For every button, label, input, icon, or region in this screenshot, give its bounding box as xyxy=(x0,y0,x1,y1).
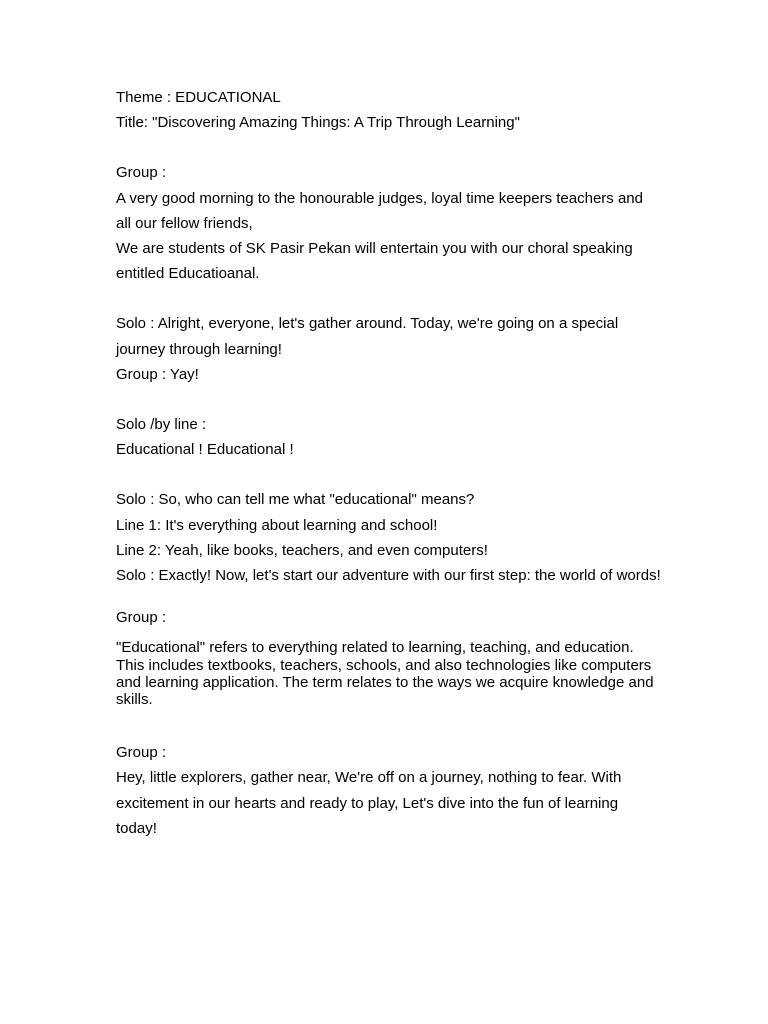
spacer xyxy=(116,462,661,487)
spacer xyxy=(116,387,661,412)
section-2-solo: Solo : Alright, everyone, let's gather around. Today, we're going on a special journey through learning! xyxy=(116,315,619,358)
section-4-line-2: Line 2: Yeah, like books, teachers, and even computers! xyxy=(116,541,488,559)
section-2-group: Group : Yay! xyxy=(116,365,199,383)
section-4-solo-question: Solo : So, who can tell me what "educational" means? xyxy=(116,491,475,509)
section-5-definition: "Educational" refers to everything related to learning, teaching, and education. This includes textbooks, teachers, schools, and also technologies like computers and learning application. The term relates to the ways we acquire knowledge and skills. xyxy=(116,639,654,709)
section-1-greeting: A very good morning to the honourable judges, loyal time keepers teachers and all our fellow friends, xyxy=(116,189,643,232)
spacer xyxy=(116,135,661,160)
spacer xyxy=(116,286,661,311)
title-line: Title: "Discovering Amazing Things: A Trip Through Learning" xyxy=(116,114,520,132)
document-page xyxy=(116,85,661,841)
section-1-speaker: Group : xyxy=(116,164,167,182)
spacer xyxy=(116,588,661,605)
section-5-speaker: Group : xyxy=(116,609,167,627)
section-3-chant: Educational ! Educational ! xyxy=(116,441,294,459)
spacer xyxy=(116,708,661,740)
section-3-speaker: Solo /by line : xyxy=(116,416,207,434)
section-4-solo-answer: Solo : Exactly! Now, let's start our adventure with our first step: the world of words! xyxy=(116,567,661,585)
section-4-line-1: Line 1: It's everything about learning and school! xyxy=(116,516,438,534)
section-1-introduction: We are students of SK Pasir Pekan will entertain you with our choral speaking entitled Educatioanal. xyxy=(116,240,633,283)
section-6-speaker: Group : xyxy=(116,744,167,762)
theme-line: Theme : EDUCATIONAL xyxy=(116,89,281,106)
section-6-poem: Hey, little explorers, gather near, We're off on a journey, nothing to fear. With excitement in our hearts and ready to play, Let's dive into the fun of learning today! xyxy=(116,769,622,837)
